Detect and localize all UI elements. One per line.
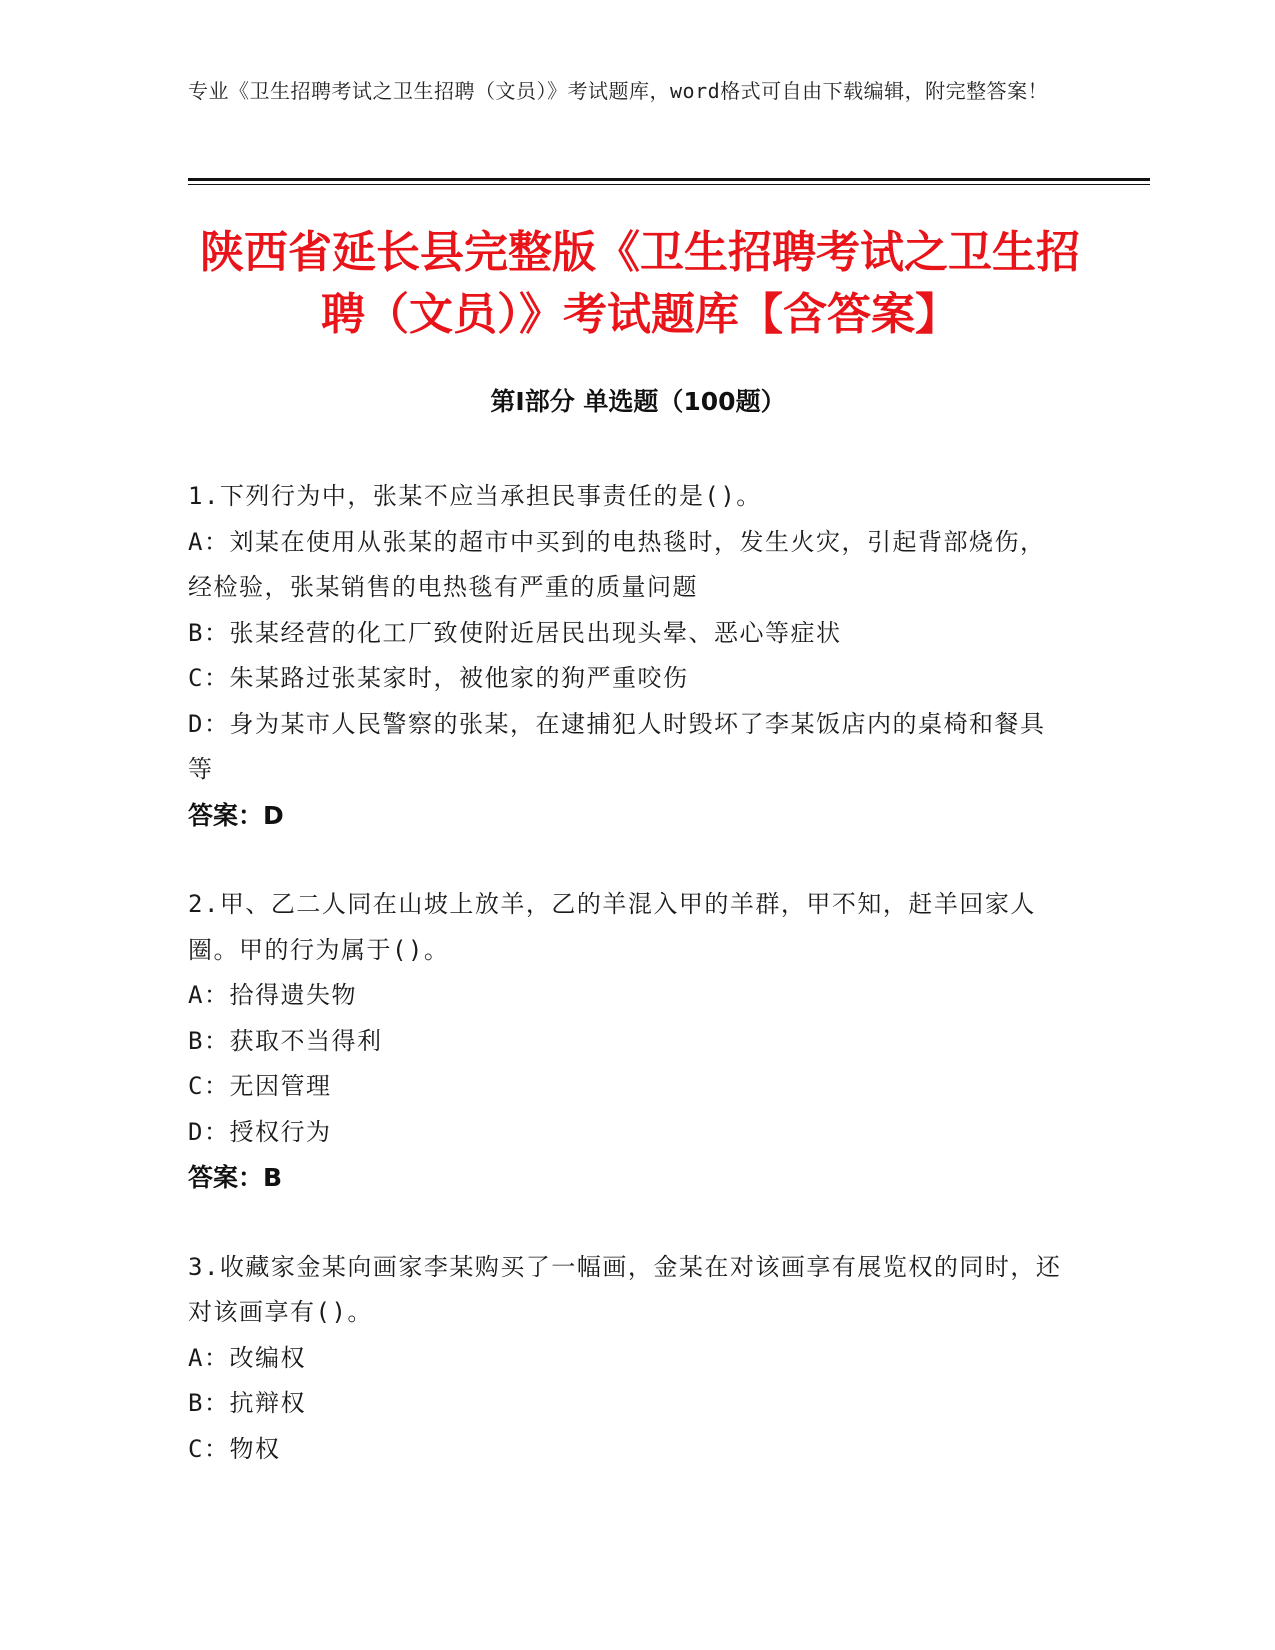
option-a: A：拾得遗失物 <box>188 981 357 1009</box>
header-rule-thin <box>188 184 1150 185</box>
section-title: 第Ⅰ部分 单选题（100题） <box>490 387 786 416</box>
option-b: B：抗辩权 <box>188 1389 306 1417</box>
option-a: A：刘某在使用从张某的超市中买到的电热毯时，发生火灾，引起背部烧伤，经检验，张某销售的电热毯有严重的质量问题 <box>188 527 1046 601</box>
answer: 答案：B <box>188 1163 283 1192</box>
option-b: B：获取不当得利 <box>188 1026 383 1055</box>
header-note: 专业《卫生招聘考试之卫生招聘（文员）》考试题库，word格式可自由下载编辑，附完整答案！ <box>188 79 1049 103</box>
option-b: B：张某经营的化工厂致使附近居民出现头晕、恶心等症状 <box>188 618 842 647</box>
document-title: 陕西省延长县完整版《卫生招聘考试之卫生招聘（文员）》考试题库【含答案】 <box>200 227 1080 340</box>
question-stem: 3.收藏家金某向画家李某购买了一幅画，金某在对该画享有展览权的同时，还对该画享有()。 <box>188 1252 1062 1326</box>
question-list <box>188 474 1068 1516</box>
header-rule-thick <box>188 178 1150 181</box>
option-c: C：朱某路过张某家时，被他家的狗严重咬伤 <box>188 664 689 692</box>
option-c: C：无因管理 <box>188 1072 332 1100</box>
answer: 答案：D <box>188 800 284 830</box>
option-c: C：物权 <box>188 1434 281 1463</box>
option-d: D：身为某市人民警察的张某，在逮捕犯人时毁坏了李某饭店内的桌椅和餐具等 <box>188 709 1046 783</box>
option-a: A：改编权 <box>188 1343 306 1372</box>
question-1 <box>188 474 1068 838</box>
question-3 <box>188 1245 1068 1473</box>
question-2 <box>188 882 1068 1201</box>
question-stem: 2.甲、乙二人同在山坡上放羊，乙的羊混入甲的羊群，甲不知，赶羊回家人圈。甲的行为属于()。 <box>188 890 1036 964</box>
option-d: D：授权行为 <box>188 1117 332 1146</box>
question-stem: 1.下列行为中，张某不应当承担民事责任的是()。 <box>188 482 762 510</box>
